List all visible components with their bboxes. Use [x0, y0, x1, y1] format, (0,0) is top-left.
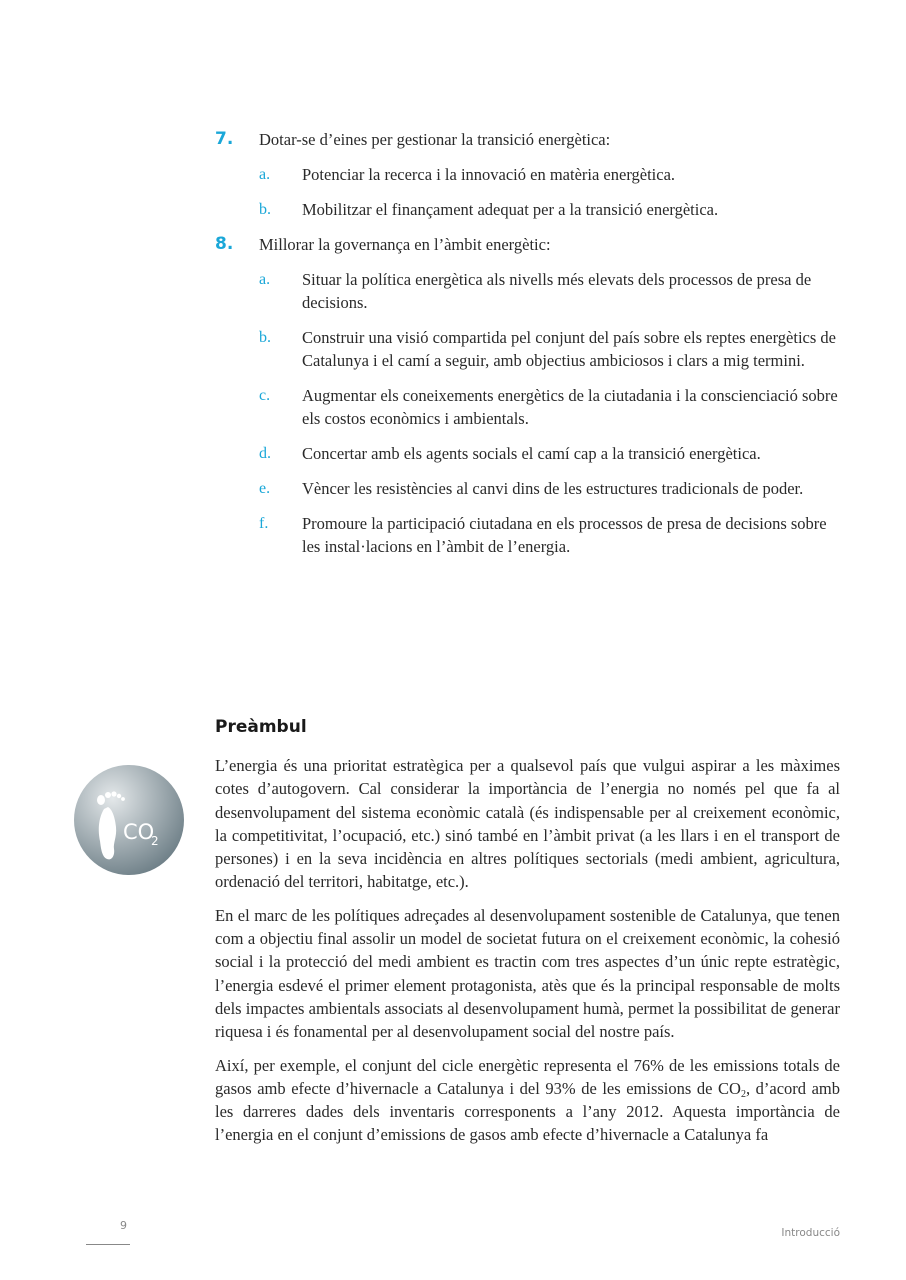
- item-text: Dotar-se d’eines per gestionar la transició energètica:: [259, 130, 611, 149]
- item-number: 8.: [215, 234, 234, 254]
- footer-divider: [86, 1244, 130, 1245]
- co2-label: CO: [123, 820, 155, 844]
- sub-text: Situar la política energètica als nivells més elevats dels processos de presa de decisions.: [302, 270, 812, 312]
- sub-item: [259, 384, 845, 430]
- footprint-icon: [74, 765, 184, 875]
- sub-item: [259, 198, 845, 221]
- list-item-7: [215, 128, 845, 221]
- item-text: Millorar la governança en l’àmbit energètic:: [259, 235, 551, 254]
- preamble-body: [215, 754, 840, 1157]
- paragraph-part: Així, per exemple, el conjunt del cicle energètic representa el 76% de les emissions totals de gasos amb efecte d’hivernacle a Catalunya i del 93% de les emissions de CO: [215, 1055, 840, 1098]
- paragraph: En el marc de les polítiques adreçades al desenvolupament sostenible de Catalunya, que tenen com a objectiu final assolir un model de societat futura on el creixement econòmic, la cohesió social i la protecció del medi ambient es tractin com tres aspectes d’un únic repte estratègic, l’energia esdevé el primer element protagonista, atès que és la principal responsable de molts dels impactes ambientals associats al desenvolupament humà, permet la possibilitat de generar riquesa i és fonamental per al desenvolupament social del nostre país.: [215, 905, 840, 1042]
- sub-text: Mobilitzar el finançament adequat per a la transició energètica.: [302, 200, 719, 219]
- sub-item: [259, 442, 845, 465]
- sub-letter: c.: [259, 387, 271, 404]
- sub-text: Promoure la participació ciutadana en els processos de presa de decisions sobre les instal·lacions en l’àmbit de l’energia.: [302, 514, 827, 556]
- co2-subscript: 2: [740, 1088, 746, 1100]
- sub-letter: d.: [259, 445, 271, 462]
- sub-item: [259, 477, 845, 500]
- sub-text: Potenciar la recerca i la innovació en matèria energètica.: [302, 165, 676, 184]
- list-item-8: [215, 233, 845, 558]
- section-name: Introducció: [781, 1227, 840, 1239]
- sub-item: [259, 163, 845, 186]
- co2-badge: [74, 765, 184, 875]
- sub-letter: f.: [259, 515, 269, 532]
- page-number: 9: [120, 1219, 127, 1232]
- sub-text: Concertar amb els agents socials el camí cap a la transició energètica.: [302, 444, 761, 463]
- numbered-list: [215, 128, 845, 570]
- sub-list: [259, 268, 845, 558]
- sub-letter: a.: [259, 166, 271, 183]
- sub-item: [259, 326, 845, 372]
- sub-item: [259, 512, 845, 558]
- paragraph-part: , d’acord amb les darreres dades dels inventaris corresponents a l’any 2012. Aquesta importància de l’energia en el conjunt d’emissions de gasos amb efecte d’hivernacle a Catalunya fa: [215, 1078, 841, 1145]
- sub-text: Augmentar els coneixements energètics de la ciutadania i la conscienciació sobre els costos econòmics i ambientals.: [302, 386, 838, 428]
- sub-letter: b.: [259, 329, 271, 346]
- sub-letter: e.: [259, 480, 271, 497]
- paragraph: L’energia és una prioritat estratègica per a qualsevol país que vulgui aspirar a les màximes cotes d’autogovern. Cal considerar la importància de l’energia no només pel que fa al desenvolupament del sistema econòmic català (és indispensable per al creixement econòmic, la competitivitat, l’ocupació, etc.) sinó també en l’àmbit privat (a les llars i en el transport de persones) i en la seva incidència en altres polítiques sectorials (medi ambient, agricultura, ordenació del territori, habitatge, etc.).: [215, 756, 840, 892]
- sub-letter: a.: [259, 271, 271, 288]
- sub-text: Vèncer les resistències al canvi dins de les estructures tradicionals de poder.: [302, 479, 804, 498]
- preamble-heading: Preàmbul: [215, 717, 307, 737]
- sub-letter: b.: [259, 201, 271, 218]
- paragraph: [215, 1054, 840, 1147]
- sub-item: [259, 268, 845, 314]
- sub-text: Construir una visió compartida pel conjunt del país sobre els reptes energètics de Catalunya i el camí a seguir, amb objectius ambiciosos i clars a mig termini.: [302, 328, 836, 370]
- sub-list: [259, 163, 845, 221]
- item-number: 7.: [215, 129, 234, 149]
- co2-subscript: 2: [151, 834, 159, 848]
